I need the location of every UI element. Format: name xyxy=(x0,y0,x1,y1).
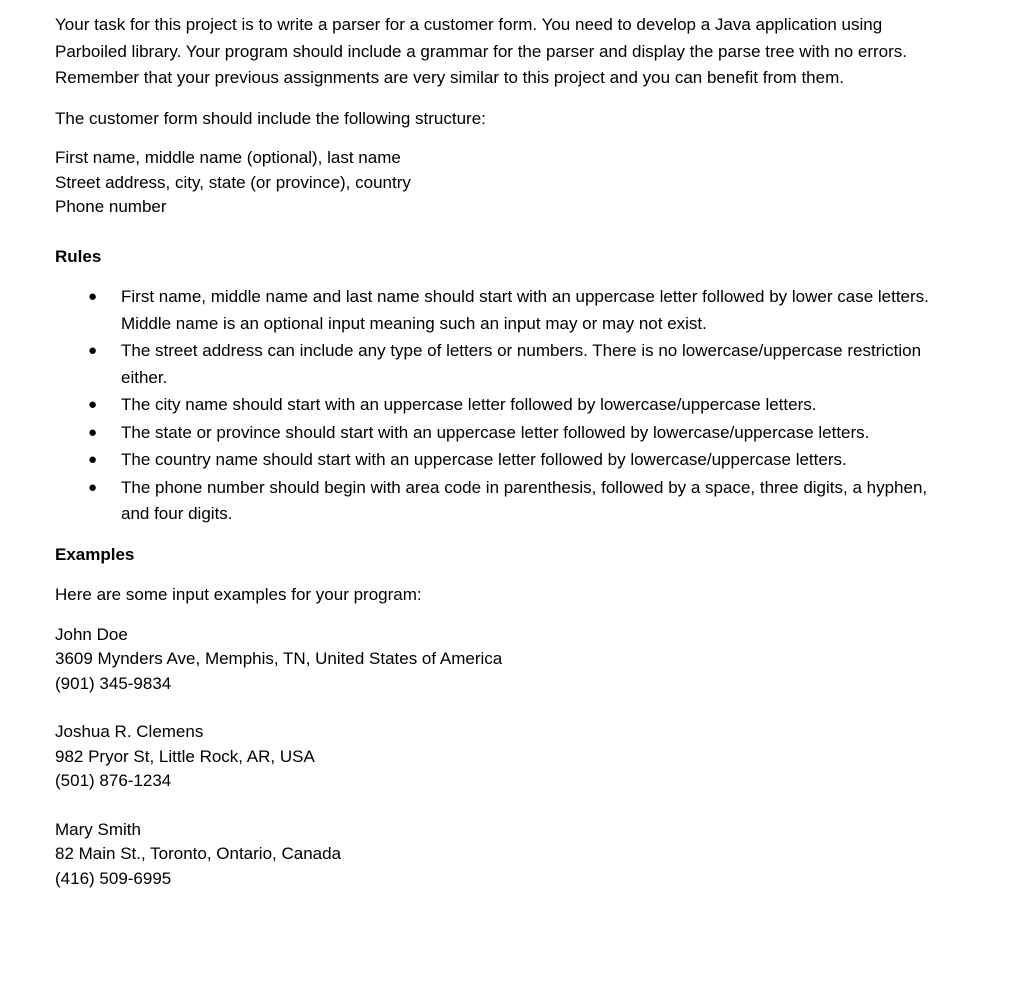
example-name: John Doe xyxy=(55,624,128,644)
intro-paragraph: Your task for this project is to write a parser for a customer form. You need to develop a Java application using Parboiled library. Your program should include a grammar for the parser and display the parse tree with no errors. Remember that your previous assignments are very similar to this project and you can benefit from them. xyxy=(55,15,908,87)
example-phone: (901) 345-9834 xyxy=(55,673,172,693)
example-address: 82 Main St., Toronto, Ontario, Canada xyxy=(55,844,342,863)
example-entry xyxy=(55,818,935,892)
example-phone: (416) 509-6995 xyxy=(55,868,172,888)
bullet-icon: ● xyxy=(88,478,98,496)
rule-item xyxy=(55,392,935,419)
rule-item xyxy=(55,447,935,474)
example-name: Joshua R. Clemens xyxy=(55,722,204,741)
rule-item xyxy=(55,475,935,528)
rule-text: First name, middle name and last name should start with an uppercase letter followed by lower case letters. Middle name is an optional input meaning such an input may or may not exist. xyxy=(121,287,929,333)
structure-line: Street address, city, state (or province), country xyxy=(55,172,411,192)
bullet-icon: ● xyxy=(88,288,98,305)
spacer xyxy=(55,794,935,818)
rule-text: The street address can include any type of letters or numbers. There is no lowercase/uppercase restriction either. xyxy=(121,341,922,387)
rule-text: The state or province should start with an uppercase letter followed by lowercase/uppercase letters. xyxy=(121,422,870,442)
rule-text: The phone number should begin with area code in parenthesis, followed by a space, three digits, a hyphen, and four digits. xyxy=(121,477,928,523)
example-entry xyxy=(55,623,935,697)
rules-heading: Rules xyxy=(55,246,102,266)
examples-heading: Examples xyxy=(55,544,135,564)
bullet-icon: ● xyxy=(88,451,98,468)
document-page xyxy=(55,12,935,891)
structure-intro: The customer form should include the following structure: xyxy=(55,108,486,128)
example-address: 982 Pryor St, Little Rock, AR, USA xyxy=(55,746,315,766)
bullet-icon: ● xyxy=(88,342,98,359)
rule-item xyxy=(55,338,935,391)
bullet-icon: ● xyxy=(88,423,98,441)
examples-intro: Here are some input examples for your program: xyxy=(55,585,422,604)
spacer xyxy=(55,696,935,720)
example-address: 3609 Mynders Ave, Memphis, TN, United States of America xyxy=(55,649,503,668)
example-name: Mary Smith xyxy=(55,819,141,839)
bullet-icon: ● xyxy=(88,396,98,413)
rules-list xyxy=(55,284,935,528)
rule-text: The country name should start with an uppercase letter followed by lowercase/uppercase letters. xyxy=(121,450,847,469)
rule-item xyxy=(55,420,935,447)
structure-line: First name, middle name (optional), last name xyxy=(55,148,401,167)
rule-text: The city name should start with an uppercase letter followed by lowercase/uppercase letters. xyxy=(121,395,817,414)
example-phone: (501) 876-1234 xyxy=(55,771,172,790)
structure-list xyxy=(55,146,935,220)
example-entry xyxy=(55,720,935,794)
rule-item xyxy=(55,284,935,337)
structure-line: Phone number xyxy=(55,197,167,216)
